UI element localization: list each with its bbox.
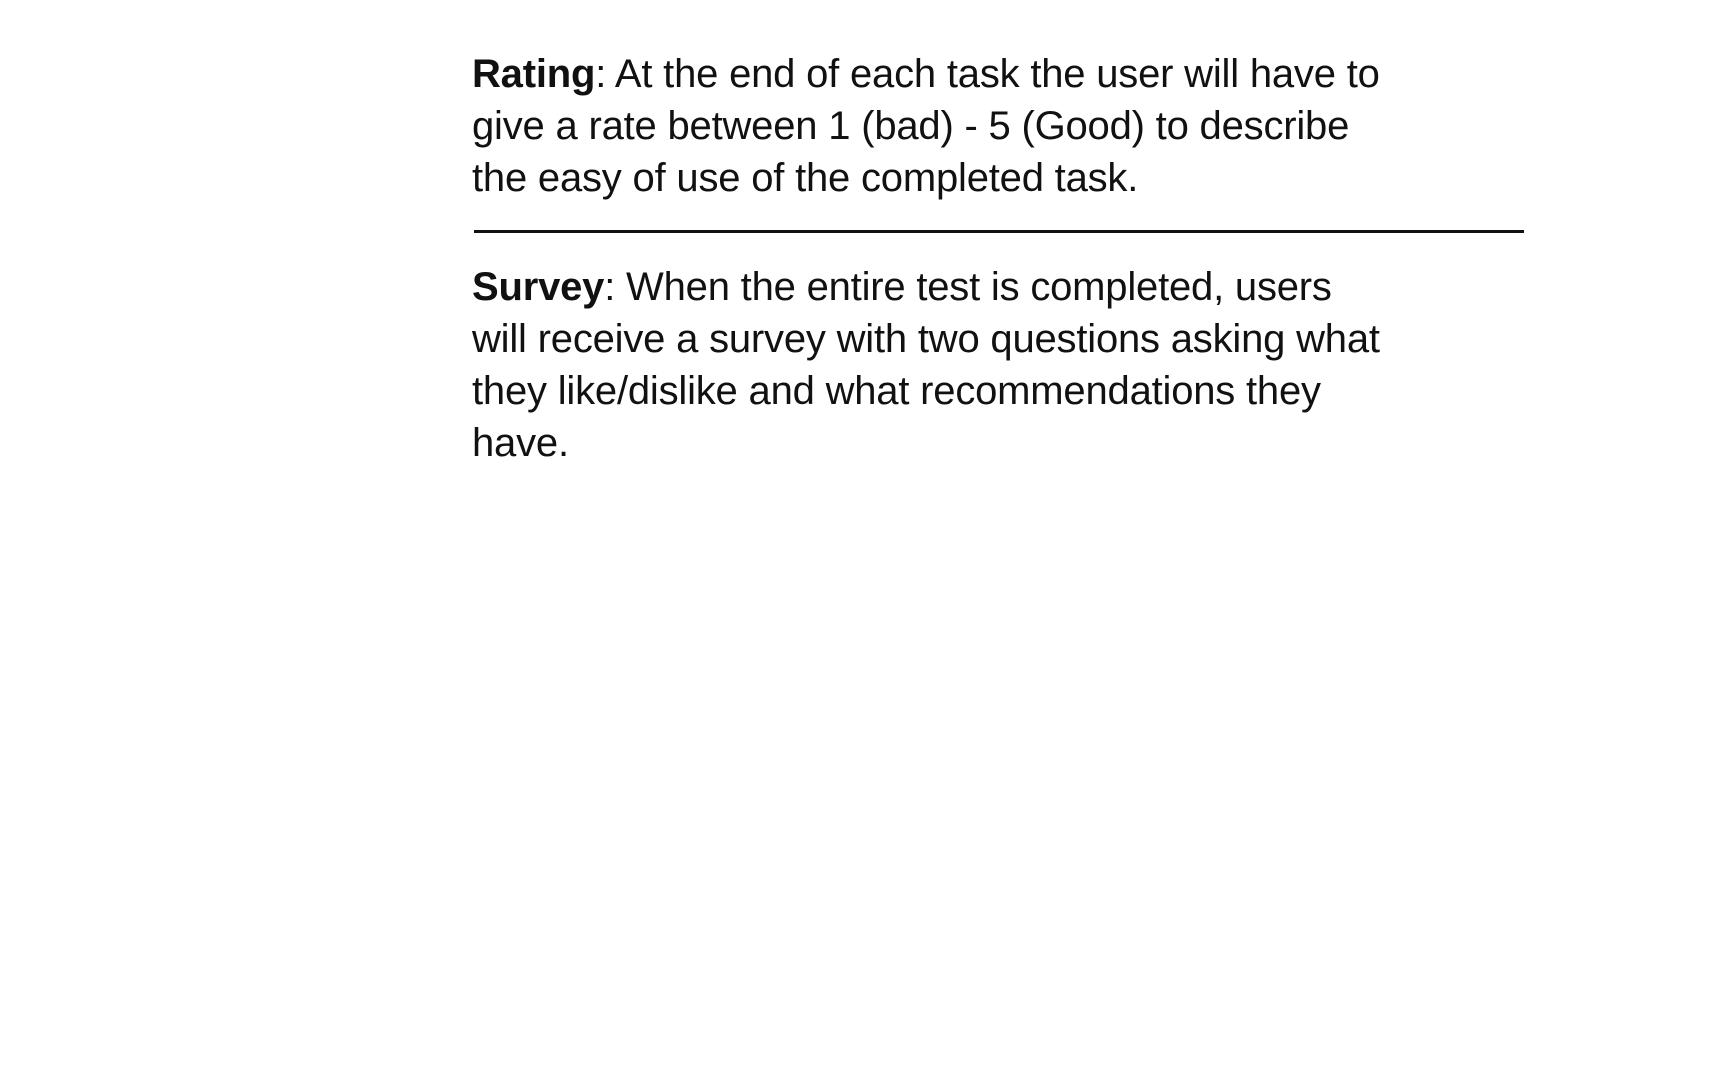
section-divider bbox=[474, 230, 1524, 233]
rating-term: Rating bbox=[472, 52, 596, 96]
rating-paragraph bbox=[472, 48, 1392, 204]
survey-paragraph bbox=[472, 261, 1392, 469]
survey-term: Survey bbox=[472, 265, 605, 309]
rating-separator: : bbox=[595, 52, 607, 96]
survey-separator: : bbox=[604, 265, 616, 309]
rating-description: At the end of each task the user will have to give a rate between 1 (bad) - 5 (Good) to describe the easy of use of the completed task. bbox=[472, 52, 1380, 200]
survey-description: When the entire test is completed, users will receive a survey with two questions asking what they like/dislike and what recommendations they have. bbox=[472, 265, 1380, 465]
document-content bbox=[472, 48, 1528, 469]
